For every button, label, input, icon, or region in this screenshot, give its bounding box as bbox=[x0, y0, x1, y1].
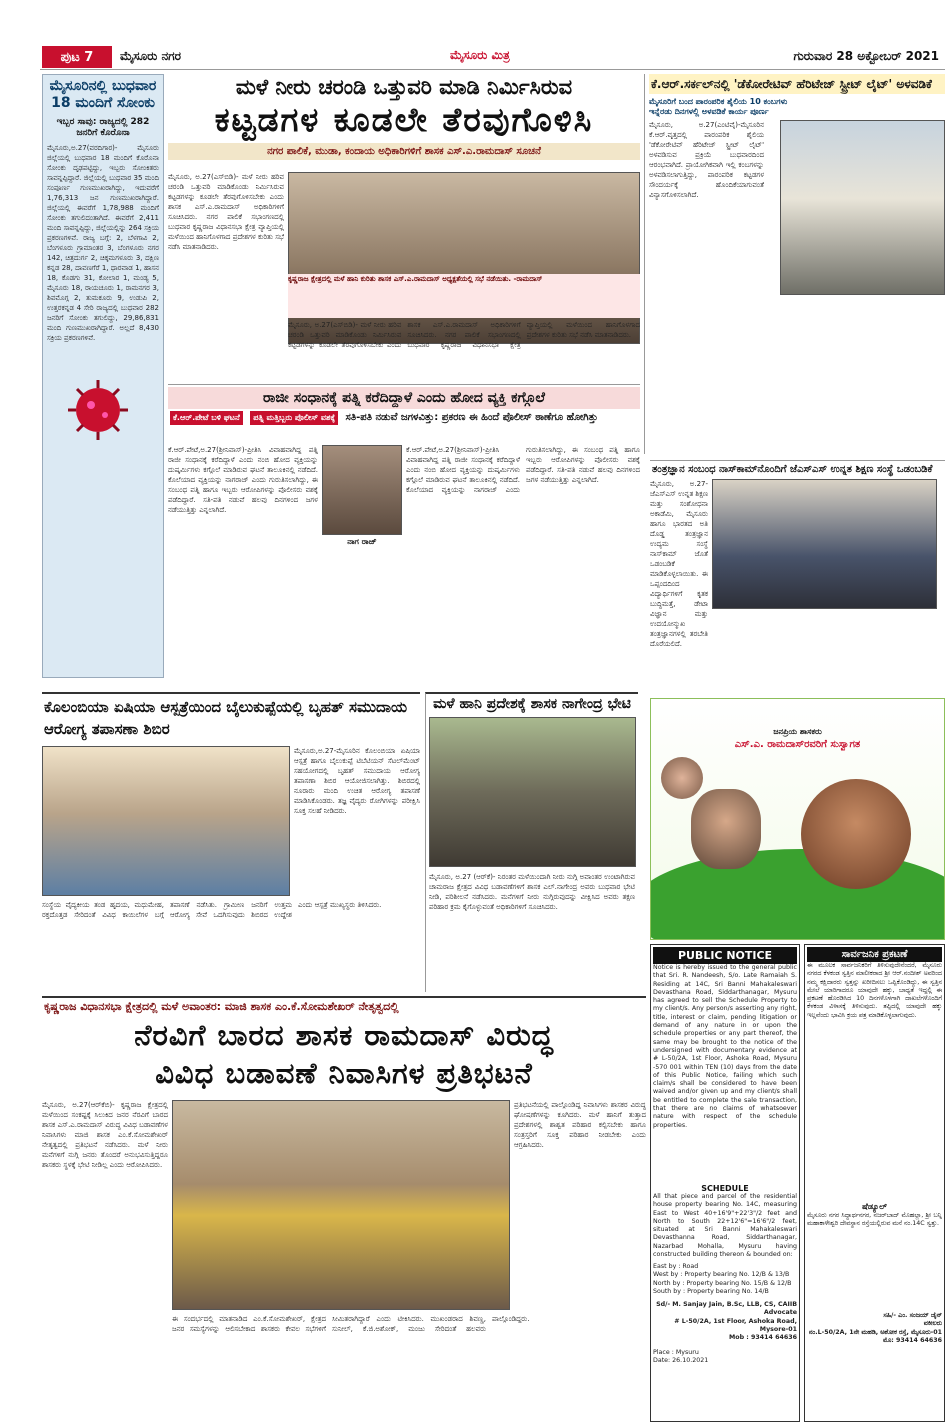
ad-line-2: ಎಸ್.ಎ. ರಾಮದಾಸ್‌ರವರಿಗೆ ಸುಸ್ವಾಗತ bbox=[734, 739, 861, 750]
masthead: ಮೈಸೂರು ಮಿತ್ರ bbox=[450, 48, 510, 62]
notice-place-date: Place : Mysuru Date: 26.10.2021 bbox=[653, 1349, 709, 1365]
heritage-bullet-1: ಮೈಸೂರಿಗೆ ಬಂದ ಪಾರಂಪರಿಕ ಶೈಲಿಯ 10 ಕಂಬಗಳು bbox=[649, 97, 788, 106]
notice-bounds: East by : Road West by : Property bearing No. 12/B & 13/B North by : Property bearing No. 15/B & 12/B South by : Property bearing No. 14/B bbox=[653, 1263, 792, 1295]
public-schedule-title: ಷೆಡ್ಯೂಲ್ bbox=[862, 1202, 887, 1211]
rain-visit-body: ಮೈಸೂರು, ಅ.27 (ಆರ್‌ಕೆ)- ನಿರಂತರ ಮಳೆಯಿಂದಾಗಿ ನೀರು ನುಗ್ಗಿ ಅವಾಂತರ ಉಂಟಾಗಿರುವ ಚಾಮರಾಜ ಕ್ಷೇತ್ರದ ವಿವಿಧ ಬಡಾವಣೆಗಳಿಗೆ ಶಾಸಕ ಎಲ್.ನಾಗೇಂದ್ರ ಅವರು ಬುಧವಾರ ಭೇಟಿ ನೀಡಿ, ಪರಿಶೀಲನೆ ನಡೆಸಿದರು. ಮನೆಗಳಿಗೆ ನೀರು ನುಗ್ಗಿರುವುದನ್ನು ವೀಕ್ಷಿಸಿದ ಅವರು ತಕ್ಷಣ ಪರಿಹಾರ ಕ್ರಮ ಕೈಗೊಳ್ಳುವಂತೆ ಅಧಿಕಾರಿಗಳಿಗೆ ಸೂಚಿಸಿದರು. bbox=[429, 873, 635, 911]
murder-tags bbox=[168, 409, 640, 427]
covid-headline: ಮೈಸೂರಿನಲ್ಲಿ ಬುಧವಾರ 18 ಮಂದಿಗೆ ಸೋಂಕು bbox=[49, 78, 157, 111]
jss-signing-photo bbox=[712, 479, 937, 609]
notice-schedule: All that piece and parcel of the residential house property bearing No. 14C, measuring East to West 40+16'9"+22'3"/2 feet and North to South 22+12'6"=16'6"/2 feet, situated at Sri Banni Mahakaleswari Devasthanna Road, Siddarthanagar, Nazarbad Mohalla, Mysuru having constructed building thereon & bounded on: bbox=[653, 1193, 797, 1259]
heritage-headline: ಕೆ.ಆರ್.ಸರ್ಕಲ್‌ನಲ್ಲಿ 'ಡೆಕೋರೇಟಿವ್ ಹೆರಿಟೇಜ್ ಸ್ಟ್ರೀಟ್ ಲೈಟ್' ಅಳವಡಿಕೆ bbox=[649, 74, 945, 94]
lead-caption: ಕೃಷ್ಣರಾಜ ಕ್ಷೇತ್ರದಲ್ಲಿ ಮಳೆ ಹಾನಿ ಕುರಿತು ಶಾಸಕ ಎಸ್.ಎ.ರಾಮದಾಸ್ ಅಧ್ಯಕ್ಷತೆಯಲ್ಲಿ ಸಭೆ ನಡೆಯಿತು. -ರಾಮದಾಸ್ bbox=[288, 274, 640, 318]
murder-body: ಕೆ.ಆರ್.ಪೇಟೆ,ಅ.27(ಶ್ರೀನಿವಾಸ್)-ಪ್ರೀತಿಸಿ ವಿವಾಹವಾಗಿದ್ದ ಪತ್ನಿ ರಾಜೀ ಸಂಧಾನಕ್ಕೆ ಕರೆದಿದ್ದಾಳೆ ಎಂದು ನಂಬಿ ಹೋದ ವ್ಯಕ್ತಿಯನ್ನು ದುಷ್ಕರ್ಮಿಗಳು ಕಗ್ಗೊಲೆ ಮಾಡಿರುವ ಘಟನೆ ತಾಲೂಕಿನಲ್ಲಿ ನಡೆದಿದೆ. ಕೊಲೆಯಾದ ವ್ಯಕ್ತಿಯನ್ನು ನಾಗರಾಜ್ ಎಂದು ಗುರುತಿಸಲಾಗಿದ್ದು, ಈ ಸಂಬಂಧ ಪತ್ನಿ ಹಾಗೂ ಇಬ್ಬರು ಆರೋಪಿಗಳನ್ನು ಪೊಲೀಸರು ವಶಕ್ಕೆ ಪಡೆದಿದ್ದಾರೆ. ಸತಿ-ಪತಿ ನಡುವೆ ಹಲವು ದಿನಗಳಿಂದ ಜಗಳ ನಡೆಯುತ್ತಿತ್ತು ಎನ್ನಲಾಗಿದೆ. bbox=[168, 446, 318, 514]
protest-article bbox=[42, 996, 646, 1422]
protest-body-2: ಪ್ರತಿಭಟನೆಯಲ್ಲಿ ಪಾಲ್ಗೊಂಡಿದ್ದ ನಿವಾಸಿಗಳು ಶಾಸಕರ ವಿರುದ್ಧ ಘೋಷಣೆಗಳನ್ನು ಕೂಗಿದರು. ಮಳೆ ಹಾನಿಗೆ ತುತ್ತಾದ ಪ್ರದೇಶಗಳಲ್ಲಿ ಶಾಶ್ವತ ಪರಿಹಾರ ಕಲ್ಪಿಸಬೇಕು ಹಾಗೂ ಸಂತ್ರಸ್ತರಿಗೆ ಸೂಕ್ತ ಪರಿಹಾರ ನೀಡಬೇಕು ಎಂದು ಆಗ್ರಹಿಸಿದರು. bbox=[514, 1101, 646, 1149]
health-article bbox=[42, 692, 420, 992]
notice-schedule-title: SCHEDULE bbox=[701, 1184, 749, 1193]
tag-context: ಸತಿ-ಪತಿ ನಡುವೆ ಜಗಳವಿತ್ತು: ಪ್ರಕರಣ ಈ ಹಿಂದೆ ಪೊಲೀಸ್ ಠಾಣೆಗೂ ಹೋಗಿತ್ತು bbox=[345, 412, 598, 423]
lead-deck: ನಗರ ಪಾಲಿಕೆ, ಮುಡಾ, ಕಂದಾಯ ಅಧಿಕಾರಿಗಳಿಗೆ ಶಾಸಕ ಎಸ್.ಎ.ರಾಮದಾಸ್ ಸೂಚನೆ bbox=[168, 143, 640, 160]
protest-photo bbox=[172, 1100, 510, 1310]
heritage-body: ಮೈಸೂರು, ಅ.27(ಎಂಟಿವೈ)-ಮೈಸೂರಿನ ಕೆ.ಆರ್.ವೃತ್ತದಲ್ಲಿ ಪಾರಂಪರಿಕ ಶೈಲಿಯ 'ಡೆಕೋರೇಟಿವ್ ಹೆರಿಟೇಜ್ ಸ್ಟ್ರೀಟ್ ಲೈಟ್' ಅಳವಡಿಸುವ ಪ್ರಕ್ರಿಯೆ ಬುಧವಾರದಿಂದ ಆರಂಭವಾಗಿದೆ. ಪ್ರಾಯೋಗಿಕವಾಗಿ ಇಲ್ಲಿ ಕಂಬಗಳನ್ನು ಅಳವಡಿಸಲಾಗುತ್ತಿದ್ದು, ಪಾರಂಪರಿಕ ಕಟ್ಟಡಗಳ ಸೌಂದರ್ಯಕ್ಕೆ ಹೊಂದಿಕೆಯಾಗುವಂತೆ ವಿನ್ಯಾಸಗೊಳಿಸಲಾಗಿದೆ. bbox=[649, 121, 764, 199]
ad-portrait-top bbox=[661, 757, 703, 799]
page-number: ಪುಟ 7 bbox=[42, 46, 112, 68]
virus-icon bbox=[63, 375, 133, 445]
issue-date: ಗುರುವಾರ 28 ಅಕ್ಟೋಬರ್ 2021 bbox=[793, 49, 939, 63]
heritage-article bbox=[644, 74, 945, 454]
jss-body: ಮೈಸೂರು, ಅ.27- ಜೆಎಸ್‌ಎಸ್ ಉನ್ನತ ಶಿಕ್ಷಣ ಮತ್ತು ಸಂಶೋಧನಾ ಅಕಾಡೆಮಿ, ಮೈಸೂರು ಹಾಗೂ ಭಾರತದ ಅತಿ ದೊಡ್ಡ ತಂತ್ರಜ್ಞಾನ ಉದ್ಯಮ ಸಂಸ್ಥೆ ನಾಸ್‌ಕಾಮ್ ಜೊತೆ ಒಡಂಬಡಿಕೆ ಮಾಡಿಕೊಳ್ಳಲಾಯಿತು. ಈ ಒಪ್ಪಂದದಿಂದ ವಿದ್ಯಾರ್ಥಿಗಳಿಗೆ ಕೃತಕ ಬುದ್ಧಿಮತ್ತೆ, ಡೇಟಾ ವಿಜ್ಞಾನ ಮತ್ತು ಉದಯೋನ್ಮುಖ ತಂತ್ರಜ್ಞಾನಗಳಲ್ಲಿ ತರಬೇತಿ ದೊರೆಯಲಿದೆ. bbox=[650, 480, 708, 648]
ad-portrait-main bbox=[801, 779, 911, 889]
jss-article bbox=[650, 460, 945, 692]
lead-body: ಮೈಸೂರು, ಅ.27(ಎಸ್‌ಬಿಡಿ)- ಮಳೆ ನೀರು ಹರಿವ ಚರಂಡಿ ಒತ್ತುವರಿ ಮಾಡಿಕೊಂಡು ನಿರ್ಮಿಸಿರುವ ಕಟ್ಟಡಗಳನ್ನು ಕೂಡಲೇ ತೆರವುಗೊಳಿಸಬೇಕು ಎಂದು ಶಾಸಕ ಎಸ್.ಎ.ರಾಮದಾಸ್ ಅಧಿಕಾರಿಗಳಿಗೆ ಸೂಚಿಸಿದರು. ನಗರ ಪಾಲಿಕೆ ಸಭಾಂಗಣದಲ್ಲಿ ಬುಧವಾರ ಕೃಷ್ಣರಾಜ ವಿಧಾನಸಭಾ ಕ್ಷೇತ್ರ ವ್ಯಾಪ್ತಿಯಲ್ಲಿ ಮಳೆಯಿಂದ ಹಾನಿಗೊಳಗಾದ ಪ್ರದೇಶಗಳ ಕುರಿತು ಸಭೆ ನಡೆಸಿ ಮಾತನಾಡಿದರು. bbox=[168, 173, 284, 251]
ad-line-1: ಜನಪ್ರಿಯ ಶಾಸಕರು bbox=[773, 727, 822, 736]
health-body: ಸಂಸ್ಥೆಯ ವೈದ್ಯಕೀಯ ತಂಡ ಹೃದಯ, ಮಧುಮೇಹ, ರಕ್ತದೊತ್ತಡ ಸೇರಿದಂತೆ ವಿವಿಧ ಕಾಯಿಲೆಗಳ ಬಗ್ಗೆ ತಪಾಸಣೆ ನಡೆಸಿತು. ಗ್ರಾಮೀಣ ಜನರಿಗೆ ಉತ್ತಮ ಆರೋಗ್ಯ ಸೇವೆ ಒದಗಿಸುವುದು ಶಿಬಿರದ ಉದ್ದೇಶ ಎಂದು ಆಸ್ಪತ್ರೆ ಮುಖ್ಯಸ್ಥರು ತಿಳಿಸಿದರು. bbox=[42, 901, 382, 919]
health-headline: ಕೊಲಂಬಿಯಾ ಏಷಿಯಾ ಆಸ್ಪತ್ರೆಯಿಂದ ಬೈಲುಕುಪ್ಪೆಯಲ್ಲಿ ಬೃಹತ್ ಸಮುದಾಯ ಆರೋಗ್ಯ ತಪಾಸಣಾ ಶಿಬಿರ bbox=[44, 698, 408, 738]
tag-arrest: ಪತ್ನಿ ಮತ್ತಿಬ್ಬರು ಪೊಲೀಸ್ ವಶಕ್ಕೆ bbox=[250, 411, 338, 425]
public-notice-kn bbox=[804, 944, 945, 1422]
portrait-caption: ನಾಗ ರಾಜ್ bbox=[347, 537, 377, 546]
protest-kicker: ಕೃಷ್ಣರಾಜ ವಿಧಾನಸಭಾ ಕ್ಷೇತ್ರದಲ್ಲಿ ಮಳೆ ಅವಾಂತರ: ಮಾಜಿ ಶಾಸಕ ಎಂ.ಕೆ.ಸೋಮಶೇಖರ್ ನೇತೃತ್ವದಲ್ಲಿ bbox=[44, 1000, 399, 1013]
lead-kicker: ಮಳೆ ನೀರು ಚರಂಡಿ ಒತ್ತುವರಿ ಮಾಡಿ ನಿರ್ಮಿಸಿರುವ bbox=[235, 75, 573, 99]
meeting-photo bbox=[288, 172, 640, 344]
lead-headline: ಕಟ್ಟಡಗಳ ಕೂಡಲೇ ತೆರವುಗೊಳಿಸಿ bbox=[214, 100, 594, 139]
protest-headline-2: ವಿವಿಧ ಬಡಾವಣೆ ನಿವಾಸಿಗಳ ಪ್ರತಿಭಟನೆ bbox=[155, 1056, 533, 1090]
protest-body-3: ಈ ಸಂದರ್ಭದಲ್ಲಿ ಮಾತನಾಡಿದ ಎಂ.ಕೆ.ಸೋಮಶೇಖರ್, ಕ್ಷೇತ್ರದ ಜನರ ಸಮಸ್ಯೆಗಳನ್ನು ಆಲಿಸಬೇಕಾದ ಶಾಸಕರು ಕೇವಲ ಸಭೆಗಳಿಗೆ ಸೀಮಿತರಾಗಿದ್ದಾರೆ ಎಂದು ಟೀಕಿಸಿದರು. ಮುಖಂಡರಾದ ಶಿವಣ್ಣ, ಸುನೀಲ್, ಕೆ.ಜಿ.ಅಶೋಕ್, ಮಂಜು ಸೇರಿದಂತೆ ಹಲವರು ಪಾಲ್ಗೊಂಡಿದ್ದರು. bbox=[172, 1315, 530, 1333]
heritage-light-photo bbox=[780, 120, 945, 295]
public-title: ಸಾರ್ವಜನಿಕ ಪ್ರಕಟಣೆ bbox=[807, 947, 942, 962]
public-body-2: ಮೈಸೂರು ನಗರ ಸಿದ್ಧಾರ್ಥನಗರ, ನಜರ್‌ಬಾದ್ ಮೊಹಲ್ಲಾ, ಶ್ರೀ ಬನ್ನಿ ಮಹಾಕಾಳೇಶ್ವರಿ ದೇವಸ್ಥಾನ ರಸ್ತೆಯಲ್ಲಿರುವ ಮನೆ ನಂ.14C ಸ್ವತ್ತು. bbox=[807, 1212, 942, 1228]
protest-body: ಮೈಸೂರು, ಅ.27(ಆರ್‌ಕೆಬಿ)- ಕೃಷ್ಣರಾಜ ಕ್ಷೇತ್ರದಲ್ಲಿ ಮಳೆಯಿಂದ ಸಂಕಷ್ಟಕ್ಕೆ ಸಿಲುಕಿದ ಜನರ ನೆರವಿಗೆ ಬಾರದ ಶಾಸಕ ಎಸ್.ಎ.ರಾಮದಾಸ್ ವಿರುದ್ಧ ವಿವಿಧ ಬಡಾವಣೆಗಳ ನಿವಾಸಿಗಳು ಮಾಜಿ ಶಾಸಕ ಎಂ.ಕೆ.ಸೋಮಶೇಖರ್ ನೇತೃತ್ವದಲ್ಲಿ ಪ್ರತಿಭಟನೆ ನಡೆಸಿದರು. ಮಳೆ ನೀರು ಮನೆಗಳಿಗೆ ನುಗ್ಗಿ ಜನರು ತೊಂದರೆ ಅನುಭವಿಸುತ್ತಿದ್ದರೂ ಶಾಸಕರು ಸ್ಥಳಕ್ಕೆ ಭೇಟಿ ನೀಡಿಲ್ಲ ಎಂದು ಆರೋಪಿಸಿದರು. bbox=[42, 1101, 168, 1169]
notice-title: PUBLIC NOTICE bbox=[653, 947, 797, 964]
rain-visit-headline: ಮಳೆ ಹಾನಿ ಪ್ರದೇಶಕ್ಕೆ ಶಾಸಕ ನಾಗೇಂದ್ರ ಭೇಟಿ bbox=[433, 696, 631, 712]
heritage-bullet-2: ಇನ್ನೆರಡು ದಿನಗಳಲ್ಲಿ ಅಳವಡಿಕೆ ಕಾರ್ಯ ಪೂರ್ಣ bbox=[649, 107, 769, 116]
health-body-side: ಮೈಸೂರು,ಅ.27-ಮೈಸೂರಿನ ಕೊಲಂಬಿಯಾ ಏಷಿಯಾ ಆಸ್ಪತ್ರೆ ಹಾಗೂ ಬೈಲುಕುಪ್ಪೆ ಟಿಬೆಟಿಯನ್ ಸೆಟಲ್‌ಮೆಂಟ್ ಸಹಯೋಗದಲ್ಲಿ ಬೃಹತ್ ಸಮುದಾಯ ಆರೋಗ್ಯ ತಪಾಸಣಾ ಶಿಬಿರ ಆಯೋಜಿಸಲಾಗಿತ್ತು. ಶಿಬಿರದಲ್ಲಿ ನೂರಾರು ಮಂದಿ ಉಚಿತ ಆರೋಗ್ಯ ತಪಾಸಣೆ ಮಾಡಿಸಿಕೊಂಡರು. ತಜ್ಞ ವೈದ್ಯರು ರೋಗಿಗಳನ್ನು ಪರೀಕ್ಷಿಸಿ ಸೂಕ್ತ ಸಲಹೆ ನೀಡಿದರು. bbox=[294, 747, 420, 815]
ad-portrait-left bbox=[691, 789, 761, 869]
protest-headline-1: ನೆರವಿಗೆ ಬಾರದ ಶಾಸಕ ರಾಮದಾಸ್ ವಿರುದ್ಧ bbox=[134, 1018, 554, 1052]
tag-location: ಕೆ.ಆರ್.ಪೇಟೆ ಬಳಿ ಘಟನೆ bbox=[170, 411, 243, 425]
rain-visit-photo bbox=[429, 717, 636, 867]
murder-body-2: ಕೆ.ಆರ್.ಪೇಟೆ,ಅ.27(ಶ್ರೀನಿವಾಸ್)-ಪ್ರೀತಿಸಿ ವಿವಾಹವಾಗಿದ್ದ ಪತ್ನಿ ರಾಜೀ ಸಂಧಾನಕ್ಕೆ ಕರೆದಿದ್ದಾಳೆ ಎಂದು ನಂಬಿ ಹೋದ ವ್ಯಕ್ತಿಯನ್ನು ದುಷ್ಕರ್ಮಿಗಳು ಕಗ್ಗೊಲೆ ಮಾಡಿರುವ ಘಟನೆ ತಾಲೂಕಿನಲ್ಲಿ ನಡೆದಿದೆ. ಕೊಲೆಯಾದ ವ್ಯಕ್ತಿಯನ್ನು ನಾಗರಾಜ್ ಎಂದು ಗುರುತಿಸಲಾಗಿದ್ದು, ಈ ಸಂಬಂಧ ಪತ್ನಿ ಹಾಗೂ ಇಬ್ಬರು ಆರೋಪಿಗಳನ್ನು ಪೊಲೀಸರು ವಶಕ್ಕೆ ಪಡೆದಿದ್ದಾರೆ. ಸತಿ-ಪತಿ ನಡುವೆ ಹಲವು ದಿನಗಳಿಂದ ಜಗಳ ನಡೆಯುತ್ತಿತ್ತು ಎನ್ನಲಾಗಿದೆ. bbox=[406, 446, 640, 494]
covid-subhead: ಇಬ್ಬರ ಸಾವು: ರಾಜ್ಯದಲ್ಲಿ 282 ಜನರಿಗೆ ಕೊರೊನಾ bbox=[56, 117, 150, 138]
notice-body: Notice is hereby issued to the general public that Sri. R. Nandeesh, S/o. Late Ramaiah S. Residing at 14C, Sri Banni Mahakaleswari Devasthana Road, Siddarthanagar, Mysuru has agreed to sell the Schedule Property to my client/s. Any person/s asserting any right, title, interest or claim, pending litigation or demand of any nature in or upon the schedule properties or any part thereof, the same may be brought to the notice of the undersigned with documentary evidence at # L-50/2A, 1st Floor, Ashoka Road, Mysuru -570 001 within TEN (10) days from the date of this Public Notice, failing which such claim/s shall be considered to have been waived and/or given up and my client/s shall be entitled to complete the sale transaction, that there are no claims of whatsoever nature with respect of the schedule properties. bbox=[653, 964, 797, 1129]
murder-headline: ರಾಜೀ ಸಂಧಾನಕ್ಕೆ ಪತ್ನಿ ಕರೆದಿದ್ದಾಳೆ ಎಂದು ಹೋದ ವ್ಯಕ್ತಿ ಕಗ್ಗೊಲೆ bbox=[168, 387, 640, 409]
page-header bbox=[40, 44, 945, 70]
notice-signature: Sd/- M. Sanjay Jain, B.Sc, LLB, CS, CAIIB Advocate # L-50/2A, 1st Floor, Ashoka Road, Mysore-01 Mob : 93414 64636 bbox=[656, 1301, 797, 1342]
covid-article bbox=[42, 74, 164, 678]
ramdas-welcome-ad bbox=[650, 698, 945, 940]
public-notice-en bbox=[650, 944, 800, 1422]
lead-body-continued: ಮೈಸೂರು, ಅ.27(ಎಸ್‌ಬಿಡಿ)- ಮಳೆ ನೀರು ಹರಿವ ಚರಂಡಿ ಒತ್ತುವರಿ ಮಾಡಿಕೊಂಡು ನಿರ್ಮಿಸಿರುವ ಕಟ್ಟಡಗಳನ್ನು ಕೂಡಲೇ ತೆರವುಗೊಳಿಸಬೇಕು ಎಂದು ಶಾಸಕ ಎಸ್.ಎ.ರಾಮದಾಸ್ ಅಧಿಕಾರಿಗಳಿಗೆ ಸೂಚಿಸಿದರು. ನಗರ ಪಾಲಿಕೆ ಸಭಾಂಗಣದಲ್ಲಿ ಬುಧವಾರ ಕೃಷ್ಣರಾಜ ವಿಧಾನಸಭಾ ಕ್ಷೇತ್ರ ವ್ಯಾಪ್ತಿಯಲ್ಲಿ ಮಳೆಯಿಂದ ಹಾನಿಗೊಳಗಾದ ಪ್ರದೇಶಗಳ ಕುರಿತು ಸಭೆ ನಡೆಸಿ ಮಾತನಾಡಿದರು. bbox=[288, 321, 640, 349]
jss-headline: ತಂತ್ರಜ್ಞಾನ ಸಂಬಂಧ ನಾಸ್‌ಕಾಮ್‌ನೊಂದಿಗೆ ಜೆಎಸ್‌ಎಸ್ ಉನ್ನತ ಶಿಕ್ಷಣ ಸಂಸ್ಥೆ ಒಡಂಬಡಿಕೆ bbox=[652, 464, 933, 475]
public-body: ಈ ಮೂಲಕ ಸಾರ್ವಜನಿಕರಿಗೆ ತಿಳಿಸುವುದೇನೆಂದರೆ, ಮೈಸೂರು ನಗರದ ಕೆಳಕಂಡ ಸ್ವತ್ತಿನ ಮಾಲೀಕರಾದ ಶ್ರೀ ಆರ್.ನಂದೀಶ್ ಅವರಿಂದ ನಮ್ಮ ಕಕ್ಷಿದಾರರು ಸ್ವತ್ತನ್ನು ಖರೀದಿಸಲು ಒಪ್ಪಿಕೊಂಡಿದ್ದು, ಈ ಸ್ವತ್ತಿನ ಮೇಲೆ ಯಾರಿಗಾದರೂ ಯಾವುದೇ ಹಕ್ಕು, ಬಾಧ್ಯತೆ ಇದ್ದಲ್ಲಿ ಈ ಪ್ರಕಟಣೆ ಹೊರಡಿಸಿದ 10 ದಿನಗಳೊಳಗಾಗಿ ದಾಖಲೆಗಳೊಂದಿಗೆ ಕೆಳಕಂಡ ವಿಳಾಸಕ್ಕೆ ತಿಳಿಸುವುದು. ತಪ್ಪಿದಲ್ಲಿ ಯಾವುದೇ ಹಕ್ಕು ಇಲ್ಲವೆಂದು ಭಾವಿಸಿ ಕ್ರಯ ಪತ್ರ ಮಾಡಿಕೊಳ್ಳಲಾಗುವುದು. bbox=[807, 962, 942, 1019]
public-signature: ಸಹಿ/- ಎಂ. ಸಂಜಯ್ ಜೈನ್ ವಕೀಲರು ನಂ.L-50/2A, 1ನೇ ಮಹಡಿ, ಅಶೋಕ ರಸ್ತೆ, ಮೈಸೂರು-01 ಮೊ: 93414 64636 bbox=[808, 1312, 942, 1344]
covid-body: ಮೈಸೂರು,ಅ.27(ವರದಿಗಾರ)- ಮೈಸೂರು ಜಿಲ್ಲೆಯಲ್ಲಿ ಬುಧವಾರ 18 ಮಂದಿಗೆ ಕೊರೊನಾ ಸೋಂಕು ದೃಢಪಟ್ಟಿದ್ದು, ಇಬ್ಬರು ಸೋಂಕಿತರು ಸಾವನ್ನಪ್ಪಿದ್ದಾರೆ. ಜಿಲ್ಲೆಯಲ್ಲಿ ಬುಧವಾರ 35 ಮಂದಿ ಸಂಪೂರ್ಣ ಗುಣಮುಖರಾಗಿದ್ದು, ಇದುವರೆಗೆ 1,76,313 ಜನ ಗುಣಮುಖರಾಗಿದ್ದಾರೆ. ಜಿಲ್ಲೆಯಲ್ಲಿ ಈವರೆಗೆ 1,78,988 ಮಂದಿಗೆ ಸೋಂಕು ತಗುಲಿದಂತಾಗಿದೆ. ಈವರೆಗೆ 2,411 ಮಂದಿ ಸಾವನ್ನಪ್ಪಿದ್ದು, ಜಿಲ್ಲೆಯಲ್ಲಿನ್ನು 264 ಸಕ್ರಿಯ ಪ್ರಕರಣಗಳಿವೆ. ರಾಜ್ಯ ಬಗ್ಗೆ: 2, ಬೆಳಗಾವಿ 2, ಬೆಂಗಳೂರು ಗ್ರಾಮಾಂತರ 3, ಬೆಂಗಳೂರು ನಗರ 142, ಚಿತ್ರದುರ್ಗ 2, ಚಿಕ್ಕಮಗಳೂರು 3, ದಕ್ಷಿಣ ಕನ್ನಡ 28, ದಾವಣಗೆರೆ 1, ಧಾರವಾಡ 1, ಹಾಸನ 18, ಕೊಡಗು 31, ಕೋಲಾರ 1, ಮಂಡ್ಯ 5, ಮೈಸೂರು 18, ರಾಯಚೂರು 1, ರಾಮನಗರ 3, ಶಿವಮೊಗ್ಗ 2, ತುಮಕೂರು 9, ಉಡುಪಿ 2, ಉತ್ತರಕನ್ನಡ 4 ಸೇರಿ ರಾಜ್ಯದಲ್ಲಿ ಬುಧವಾರ 282 ಜನರಿಗೆ ಸೋಂಕು ತಗುಲಿದ್ದು, 29,86,831 ಮಂದಿ ಗುಣಮುಖರಾಗಿದ್ದಾರೆ. ಅಲ್ಲದೆ 8,430 ಸಕ್ರಿಯ ಪ್ರಕರಣಗಳಿವೆ. bbox=[47, 144, 159, 342]
murder-article bbox=[168, 384, 640, 676]
victim-portrait bbox=[322, 445, 402, 535]
rain-visit-article bbox=[425, 692, 638, 992]
health-camp-photo bbox=[42, 746, 290, 896]
section-name: ಮೈಸೂರು ನಗರ bbox=[120, 49, 182, 63]
